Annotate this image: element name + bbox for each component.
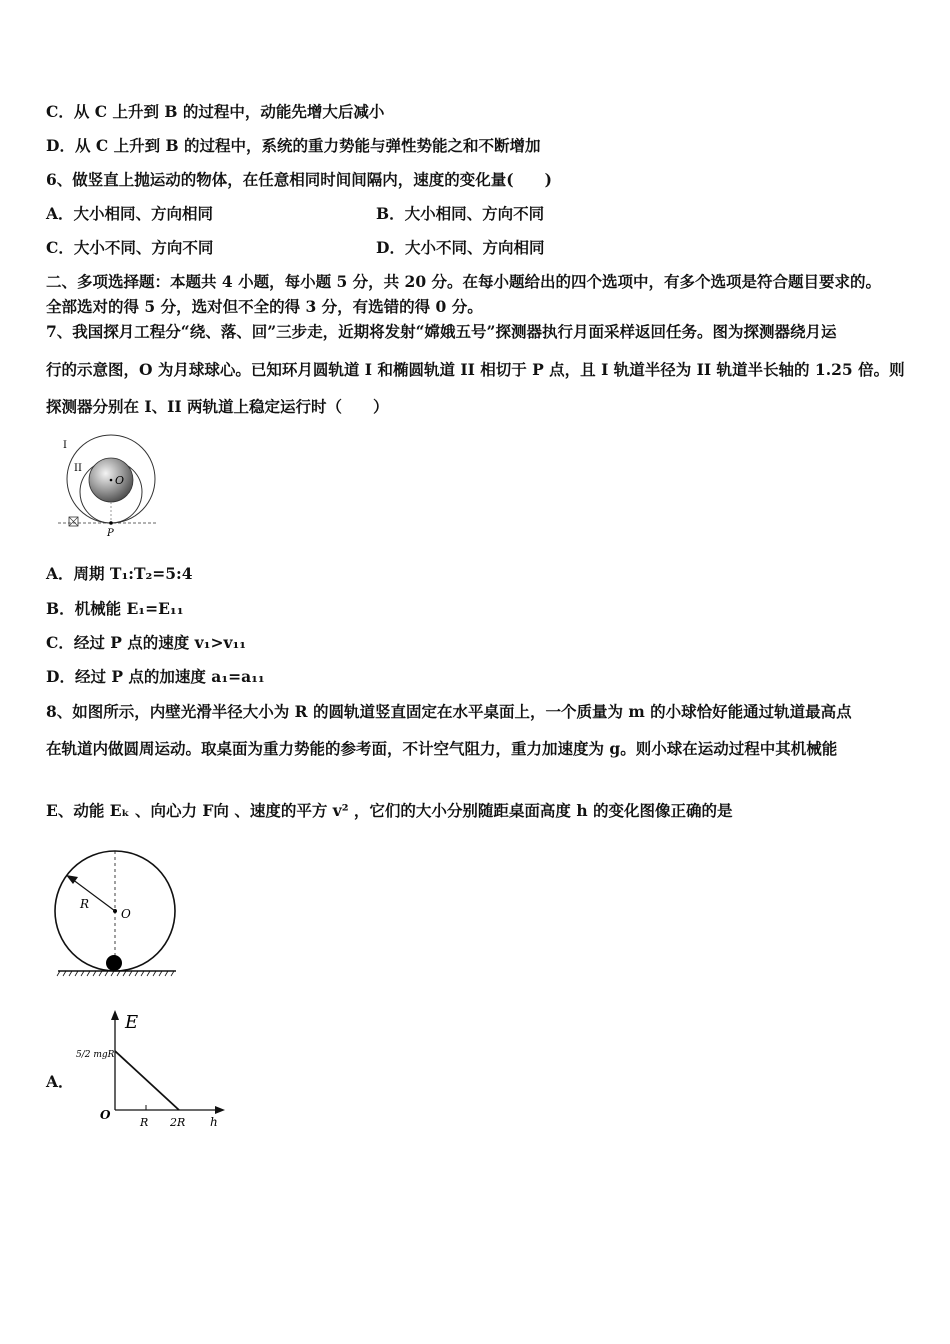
x-axis-label: h: [210, 1115, 218, 1129]
q8-track-figure: [52, 846, 182, 980]
q7-option-a: A．周期 T₁:T₂=5:4: [46, 564, 193, 583]
label-p: P: [107, 528, 114, 539]
section2-line1: 二、多项选择题：本题共 4 小题，每小题 5 分，共 20 分。在每小题给出的四个选项中，有多个选项是符合题目要求的。: [46, 272, 882, 291]
ball: [106, 955, 122, 971]
label-i: I: [63, 440, 67, 451]
q7-line3: 探测器分别在 I、II 两轨道上稳定运行时（ ）: [46, 397, 389, 416]
q5-option-c: C．从 C 上升到 B 的过程中，动能先增大后减小: [46, 102, 385, 121]
radius-line: [72, 879, 115, 911]
q8-line2: 在轨道内做圆周运动。取桌面为重力势能的参考面，不计空气阻力，重力加速度为 g。则小球在运动过程中其机械能: [46, 739, 838, 758]
q6-option-c: C．大小不同、方向不同: [46, 238, 214, 257]
q7-option-b: B．机械能 E₁=E₁₁: [46, 599, 184, 618]
q5-option-d: D．从 C 上升到 B 的过程中，系统的重力势能与弹性势能之和不断增加: [46, 136, 541, 155]
section2-line2: 全部选对的得 5 分，选对但不全的得 3 分，有选错的得 0 分。: [46, 297, 483, 316]
tick-r-label: R: [140, 1116, 149, 1129]
energy-line: [115, 1051, 179, 1110]
y-value-label: 5/2 mgR: [76, 1050, 115, 1060]
q7-option-d: D．经过 P 点的加速度 a₁=a₁₁: [46, 667, 265, 686]
q6-option-b: B．大小相同、方向不同: [376, 204, 545, 223]
y-axis-arrow-icon: [111, 1010, 119, 1020]
y-axis-label: E: [125, 1012, 139, 1033]
label-ii: II: [74, 463, 82, 474]
label-o: O: [115, 474, 125, 487]
q6-stem: 6、做竖直上抛运动的物体，在任意相同时间间隔内，速度的变化量( ): [46, 170, 552, 189]
q8-line1: 8、如图所示，内壁光滑半径大小为 R 的圆轨道竖直固定在水平桌面上，一个质量为 m 的小球恰好能通过轨道最高点: [46, 702, 852, 721]
point-p: [109, 521, 113, 525]
q7-line2: 行的示意图，O 为月球球心。已知环月圆轨道 I 和椭圆轨道 II 相切于 P 点，且 I 轨道半径为 II 轨道半长轴的 1.25 倍。则: [46, 360, 905, 379]
q7-option-c: C．经过 P 点的速度 v₁>v₁₁: [46, 633, 247, 652]
q8-graph-a: [74, 1006, 234, 1134]
q6-option-a: A．大小相同、方向相同: [46, 204, 214, 223]
label-r: R: [80, 897, 90, 911]
x-axis-arrow-icon: [215, 1106, 225, 1114]
origin-label: O: [100, 1108, 111, 1122]
probe-icon: [69, 517, 78, 526]
tick-2r-label: 2R: [170, 1116, 186, 1129]
q8-line3: E、动能 Eₖ 、向心力 F向 、速度的平方 v² ，它们的大小分别随距桌面高度 h 的变化图像正确的是: [46, 801, 733, 820]
label-o: O: [121, 907, 131, 921]
q7-line1: 7、我国探月工程分“绕、落、回”三步走，近期将发射“嫦娥五号”探测器执行月面采样返回任务。图为探测器绕月运: [46, 322, 837, 341]
center-point: [110, 479, 113, 482]
q7-orbit-figure: [56, 428, 166, 540]
q8-option-a-label: A．: [46, 1072, 74, 1091]
q6-option-d: D．大小不同、方向相同: [376, 238, 545, 257]
